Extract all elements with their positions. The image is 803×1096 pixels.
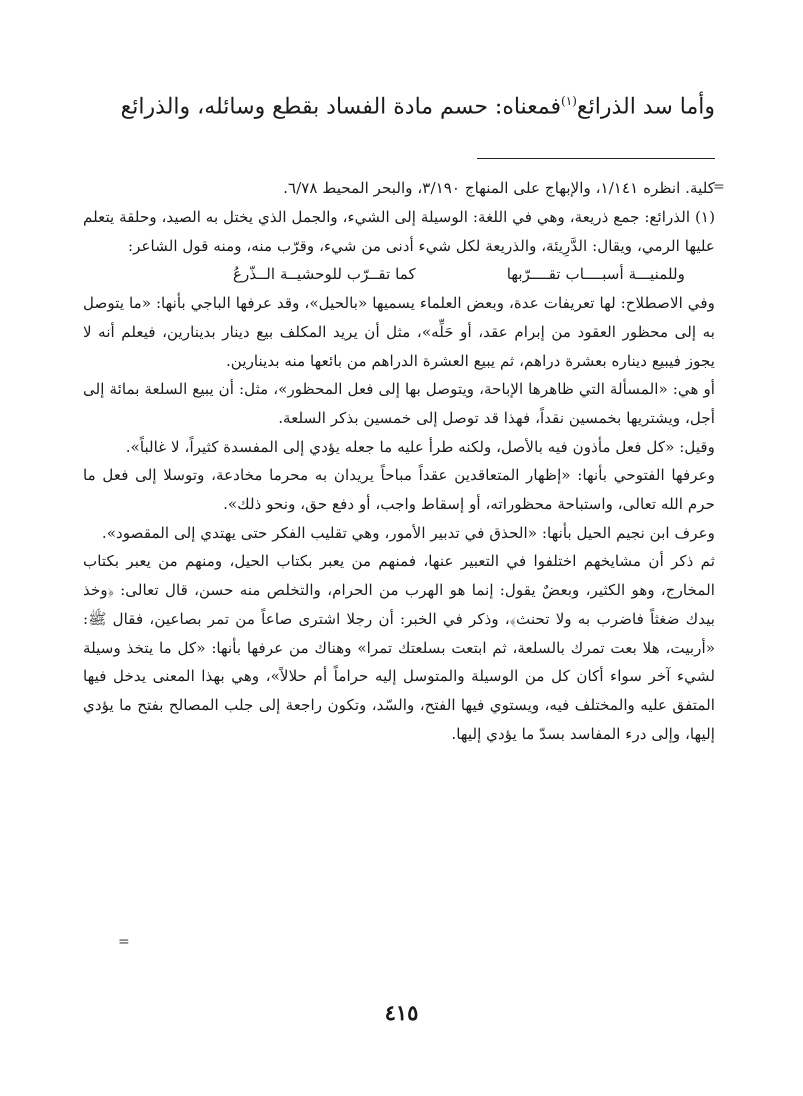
footnote-paragraph: وعرف ابن نجيم الحيل بأنها: «الحذق في تدبير الأمور، وهي تقليب الفكر حتى يهتدي إلى المقصود».	[101, 523, 715, 542]
verse-first-hemistich: وللمنيـــة أسبــــاب تقــــرّبها	[506, 265, 685, 284]
footnote-continuation-text: كلية. انظره ١/١٤١، والإبهاج على المنهاج ٣/١٩٠، والبحر المحيط ٦/٧٨.	[283, 179, 715, 197]
footnote-continuation	[83, 174, 715, 203]
footnote-paragraph: وفي الاصطلاح: لها تعريفات عدة، وبعض العلماء يسميها «بالحيل»، وقد عرفها الباجي بأنها: «ما يتوصل به إلى محظور العقود من إبرام عقد، أو حَلِّه»، مثل أن يريد المكلف بيع دينار بدينارين، فيعلم أنه لا يجوز فيبيع ديناره بعشرة دراهم، ثم يبيع العشرة الدراهم من بائعها منه بدينارين.	[83, 294, 715, 370]
footnote-paragraph: وقيل: «كل فعل مأذون فيه بالأصل، ولكنه طرأ عليه ما جعله يؤدي إلى المفسدة كثيراً، لا غالباً».	[125, 437, 715, 456]
footnote-paragraph: وعرفها الفتوحي بأنها: «إظهار المتعاقدين عقداً مباحاً يريدان به محرما مخادعة، وتوسلا إلى فعل ما حرم الله تعالى، واستباحة محظوراته، أو إسقاط واجب، أو دفع حق، ونحو ذلك».	[83, 466, 715, 514]
footnote-1	[83, 203, 715, 748]
poetry-verse	[83, 260, 715, 289]
verse-second-hemistich: كما تقــرّب للوحشيــة الــذّرعُ	[233, 265, 416, 284]
continuation-mark: =	[713, 179, 725, 195]
footnote-paragraph: (١) الذرائع: جمع ذريعة، وهي في اللغة: الوسيلة إلى الشيء، والجمل الذي يختل به الصيد، وحلقة يتعلم عليها الرمي، ويقال: الدَّرِيئة، والذريعة لكل شيء أدنى من شيء، وقرّب منه، ومنه قول الشاعر:	[83, 208, 716, 255]
footnote-number: (١)	[694, 208, 716, 226]
main-text-start: وأما سد الذرائع	[576, 94, 715, 120]
continues-next-page-mark: =	[118, 934, 130, 950]
footnote-paragraph: أو هي: «المسألة التي ظاهرها الإباحة، ويتوصل بها إلى فعل المحظور»، مثل: أن يبيع السلعة بمائة إلى أجل، ويشتريها بخمسين نقداً، فهذا قد توصل إلى خمسين بذكر السلعة.	[83, 380, 715, 427]
main-text	[75, 84, 715, 124]
footnote-paragraph: ثم ذكر أن مشايخهم اختلفوا في التعبير عنها، فمنهم من يعبر بكتاب الحيل، ومنهم من يعبر بكتاب المخارج، وهو الكثير، وبعضٌ يقول: إنما هو الهرب من الحرام، والتخلص منه حسن، قال تعالى: ﴿وخذ بيدك ضغثاً فاضرب به ولا تحنث﴾، وذكر في الخبر: أن رجلا اشترى صاعاً من تمر بصاعين، فقال ﷺ: «أربيت، هلا بعت تمرك بالسلعة، ثم ابتعت بسلعتك تمرا» وهناك من عرفها بأنها: «كل ما يتخذ وسيلة لشيء آخر سواء أكان كل من الوسيلة والمتوسل إليه حراماً أم حلالاً»، وهي بهذا المعنى يدخل فيها المتفق عليه والمختلف فيه، ويستوي فيها الفتح، والسّد، وتكون راجعة إلى جلب المصالح بفتح ما يؤدي إليها، وإلى درء المفاسد بسدّ ما يؤدي إليها.	[83, 552, 715, 743]
page-number: ٤١٥	[384, 1000, 419, 1025]
footnote-reference[interactable]: (١)	[561, 94, 577, 108]
footnote-separator	[477, 158, 715, 159]
main-text-end: فمعناه: حسم مادة الفساد بقطع وسائله، والذرائع	[120, 94, 562, 120]
